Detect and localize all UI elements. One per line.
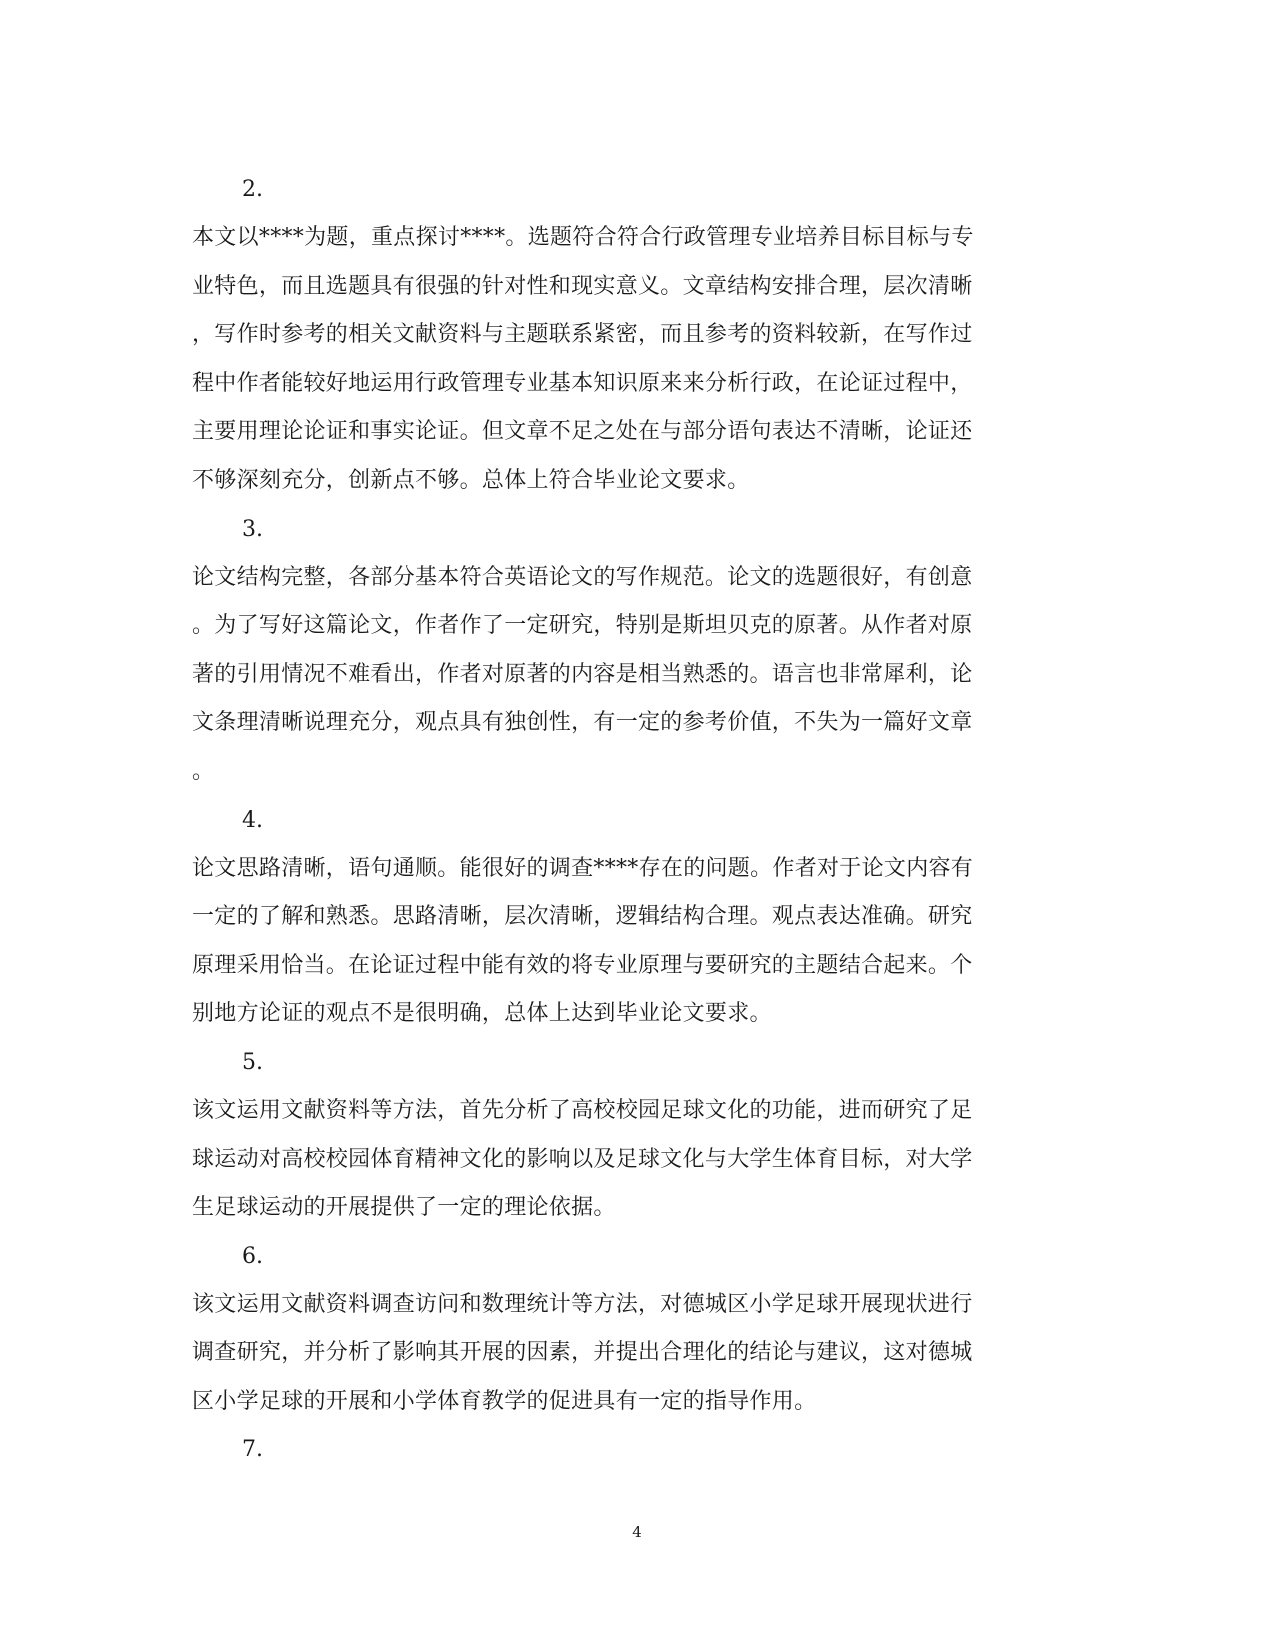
list-item [192,166,1072,506]
list-item [192,1233,1072,1427]
paragraph-line: 程中作者能较好地运用行政管理专业基本知识原来来分析行政，在论证过程中， [192,370,973,396]
paragraph-line: 区小学足球的开展和小学体育教学的促进具有一定的指导作用。 [192,1388,817,1414]
paragraph-line: 本文以****为题，重点探讨****。选题符合符合行政管理专业培养目标目标与专 [192,225,974,250]
page-number: 4 [632,1523,642,1541]
paragraph-line: 别地方论证的观点不是很明确，总体上达到毕业论文要求。 [192,1001,772,1027]
list-item [192,1426,1072,1474]
paragraph-line: 。为了写好这篇论文，作者作了一定研究，特别是斯坦贝克的原著。从作者对原 [192,613,973,639]
paragraph-line: 。 [192,758,215,784]
item-number: 6. [242,1243,263,1269]
paragraph-line: 主要用理论论证和事实论证。但文章不足之处在与部分语句表达不清晰，论证还 [192,419,973,445]
paragraph-line: 该文运用文献资料等方法，首先分析了高校校园足球文化的功能，进而研究了足 [192,1097,973,1123]
list-item [192,506,1072,797]
item-number: 4. [242,807,263,833]
item-number: 7. [242,1437,263,1463]
item-number: 2. [242,177,263,202]
paragraph-line: 生足球运动的开展提供了一定的理论依据。 [192,1195,616,1221]
item-number: 3. [242,516,263,542]
paragraph-line: 业特色，而且选题具有很强的针对性和现实意义。文章结构安排合理，层次清晰 [192,273,973,299]
paragraph-line: 该文运用文献资料调查访问和数理统计等方法，对德城区小学足球开展现状进行 [192,1291,973,1317]
list-item [192,797,1072,1039]
paragraph-line: 不够深刻充分，创新点不够。总体上符合毕业论文要求。 [192,467,750,493]
item-number: 5. [242,1049,263,1075]
paragraph-line: ，写作时参考的相关文献资料与主题联系紧密，而且参考的资料较新，在写作过 [192,322,973,348]
paragraph-line: 文条理清晰说理充分，观点具有独创性，有一定的参考价值，不失为一篇好文章 [192,710,973,736]
paragraph-line: 一定的了解和熟悉。思路清晰，层次清晰，逻辑结构合理。观点表达准确。研究 [192,904,973,930]
list-item [192,1039,1072,1233]
paragraph-line: 著的引用情况不难看出，作者对原著的内容是相当熟悉的。语言也非常犀利，论 [192,661,973,687]
paragraph-line: 论文思路清晰，语句通顺。能很好的调查****存在的问题。作者对于论文内容有 [192,855,974,881]
paragraph-line: 调查研究，并分析了影响其开展的因素，并提出合理化的结论与建议，这对德城 [192,1340,973,1366]
document-body [192,166,1072,1474]
paragraph-line: 原理采用恰当。在论证过程中能有效的将专业原理与要研究的主题结合起来。个 [192,952,973,978]
paragraph-line: 论文结构完整，各部分基本符合英语论文的写作规范。论文的选题很好，有创意 [192,564,973,590]
paragraph-line: 球运动对高校校园体育精神文化的影响以及足球文化与大学生体育目标，对大学 [192,1146,973,1172]
